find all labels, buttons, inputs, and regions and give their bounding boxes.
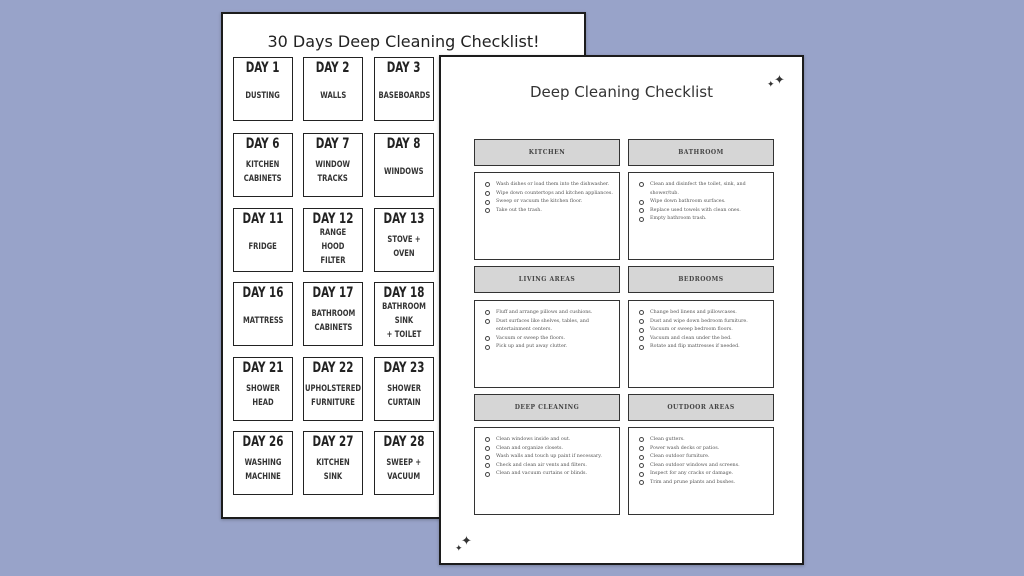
task-item [639,436,767,445]
day-number: DAY 27 [312,434,354,450]
checkbox-circle-icon[interactable] [639,336,644,341]
checkbox-circle-icon[interactable] [639,455,644,460]
day-box [303,431,363,495]
day-box [303,133,363,197]
day-box [374,133,434,197]
checkbox-circle-icon[interactable] [485,310,490,315]
day-task: WALLS [319,91,347,101]
section-task-list [474,300,620,388]
checkbox-circle-icon[interactable] [485,191,490,196]
task-text: Wipe down bathroom surfaces. [650,199,726,205]
day-box [233,431,293,495]
checkbox-circle-icon[interactable] [485,446,490,451]
sparkle-icon: ✦ [455,544,463,554]
task-text: Clean windows inside and out. [496,437,571,442]
day-number: DAY 13 [383,211,425,227]
section-task-list [628,300,774,388]
task-text: Sweep or vacuum the kitchen floor. [496,199,583,205]
checkbox-circle-icon[interactable] [485,319,490,324]
day-task: BATHROOM SINK + TOILET [382,302,426,340]
day-box [303,282,363,346]
day-box [233,208,293,272]
day-number: DAY 6 [246,136,280,152]
day-task: STOVE + OVEN [387,235,421,259]
task-item [639,462,767,471]
checkbox-circle-icon[interactable] [639,310,644,315]
day-number: DAY 2 [316,60,350,76]
day-box [303,57,363,121]
deep-cleaning-checklist-page [439,55,804,565]
task-item [639,318,767,327]
checkbox-circle-icon[interactable] [639,463,644,468]
task-item [639,207,767,216]
task-text: Clean and vacuum curtains or blinds. [496,471,588,477]
task-text: Vacuum or sweep bedroom floors. [650,327,733,333]
task-text: Wash walls and touch up paint if necessary. [496,454,602,460]
task-item [639,215,767,224]
checkbox-circle-icon[interactable] [639,200,644,205]
task-text: Clean outdoor windows and screens. [650,462,740,468]
task-item [639,343,767,352]
task-text: Dust and wipe down bedroom furniture. [650,318,748,324]
day-number: DAY 28 [383,434,425,450]
section-task-list [628,172,774,260]
task-item [485,198,613,207]
day-box [233,133,293,197]
day-box [233,57,293,121]
checkbox-circle-icon[interactable] [485,463,490,468]
day-task: WASHING MACHINE [244,458,282,482]
task-item [639,445,767,454]
task-item [639,470,767,479]
day-grid [233,57,443,507]
task-text: Pick up and put away clutter. [496,344,568,350]
task-item [639,326,767,335]
task-text: Clean gutters. [650,437,685,442]
task-text: Wash dishes or load them into the dishwasher. [496,182,610,187]
section-task-list [628,427,774,515]
day-task: SHOWER HEAD [246,384,280,408]
task-item [485,453,613,462]
task-text: Clean and disinfect the toilet, sink, and shower/tub. [650,182,746,196]
section-header: KITCHEN [474,139,620,166]
day-box [233,357,293,421]
task-item [639,335,767,344]
day-task: KITCHEN SINK [316,458,350,482]
section-header: BEDROOMS [628,266,774,293]
task-text: Clean and organize closets. [496,445,564,451]
day-number: DAY 7 [316,136,350,152]
day-task: BASEBOARDS [378,91,430,101]
day-task: WINDOW TRACKS [315,160,351,184]
day-number: DAY 3 [387,60,421,76]
task-text: Trim and prune plants and bushes. [650,479,736,485]
task-text: Change bed linens and pillowcases. [650,310,737,315]
task-item [485,318,613,335]
checkbox-circle-icon[interactable] [485,182,490,187]
task-item [485,445,613,454]
section-header: BATHROOM [628,139,774,166]
day-number: DAY 18 [383,285,425,301]
section-header: OUTDOOR AREAS [628,394,774,421]
checkbox-circle-icon[interactable] [485,345,490,350]
task-item [485,436,613,445]
checkbox-circle-icon[interactable] [639,208,644,213]
day-task: RANGE HOOD FILTER [319,228,347,266]
day-task: UPHOLSTERED FURNITURE [304,384,362,408]
task-item [639,309,767,318]
checkbox-circle-icon[interactable] [639,328,644,333]
checkbox-circle-icon[interactable] [639,319,644,324]
day-number: DAY 22 [312,360,354,376]
checkbox-circle-icon[interactable] [639,437,644,442]
deep-cleaning-title: Deep Cleaning Checklist [529,83,713,101]
task-text: Inspect for any cracks or damage. [650,471,734,477]
task-text: Wipe down countertops and kitchen appliances. [496,190,613,196]
day-box [233,282,293,346]
task-text: Empty bathroom trash. [650,216,707,222]
task-text: Vacuum or sweep the floors. [496,335,566,341]
task-item [639,181,767,198]
checkbox-circle-icon[interactable] [485,437,490,442]
section-task-list [474,427,620,515]
day-box [374,208,434,272]
task-item [639,453,767,462]
day-number: DAY 17 [312,285,354,301]
day-number: DAY 26 [242,434,284,450]
task-text: Check and clean air vents and filters. [496,462,587,468]
task-item [485,335,613,344]
task-text: Power wash decks or patios. [650,445,720,451]
checkbox-circle-icon[interactable] [639,182,644,187]
task-item [639,198,767,207]
task-text: Dust surfaces like shelves, tables, and entertainment centers. [496,318,589,333]
checkbox-circle-icon[interactable] [639,480,644,485]
day-task: KITCHEN CABINETS [244,160,282,184]
day-number: DAY 21 [242,360,284,376]
checkbox-circle-icon[interactable] [485,200,490,205]
day-box [374,357,434,421]
day-number: DAY 23 [383,360,425,376]
day-task: WINDOWS [384,167,424,177]
section-header: LIVING AREAS [474,266,620,293]
section-header: DEEP CLEANING [474,394,620,421]
day-box [374,282,434,346]
task-item [485,190,613,199]
checkbox-circle-icon[interactable] [639,345,644,350]
task-text: Take out the trash. [496,207,542,213]
checkbox-circle-icon[interactable] [485,336,490,341]
day-box [374,431,434,495]
checkbox-circle-icon[interactable] [639,217,644,222]
section-task-list [474,172,620,260]
checkbox-circle-icon[interactable] [485,455,490,460]
day-box [374,57,434,121]
task-text: Rotate and flip mattresses if needed. [650,344,740,350]
day-number: DAY 11 [242,211,284,227]
task-text: Fluff and arrange pillows and cushions. [496,310,593,315]
checkbox-circle-icon[interactable] [485,472,490,477]
sparkle-icon: ✦ [774,73,785,88]
checkbox-circle-icon[interactable] [639,446,644,451]
day-box [303,208,363,272]
day-number: DAY 16 [242,285,284,301]
day-number: DAY 8 [387,136,421,152]
checkbox-circle-icon[interactable] [639,472,644,477]
day-task: SWEEP + VACUUM [386,458,422,482]
task-item [639,479,767,488]
task-text: Replace used towels with clean ones. [650,207,741,213]
task-item [485,343,613,352]
day-number: DAY 1 [246,60,280,76]
day-task: BATHROOM CABINETS [311,309,355,333]
sparkle-icon: ✦ [461,534,472,549]
thirty-day-title: 30 Days Deep Cleaning Checklist! [267,32,540,51]
task-item [485,462,613,471]
task-item [485,309,613,318]
task-item [485,181,613,190]
task-item [485,470,613,479]
task-text: Vacuum and clean under the bed. [650,335,732,341]
day-task: MATTRESS [242,316,284,326]
checkbox-circle-icon[interactable] [485,208,490,213]
task-text: Clean outdoor furniture. [650,454,710,460]
day-task: DUSTING [245,91,281,101]
sparkle-icon: ✦ [767,80,775,90]
task-item [485,207,613,216]
day-number: DAY 12 [312,211,354,227]
day-task: FRIDGE [248,242,278,252]
day-box [303,357,363,421]
day-task: SHOWER CURTAIN [387,384,421,408]
